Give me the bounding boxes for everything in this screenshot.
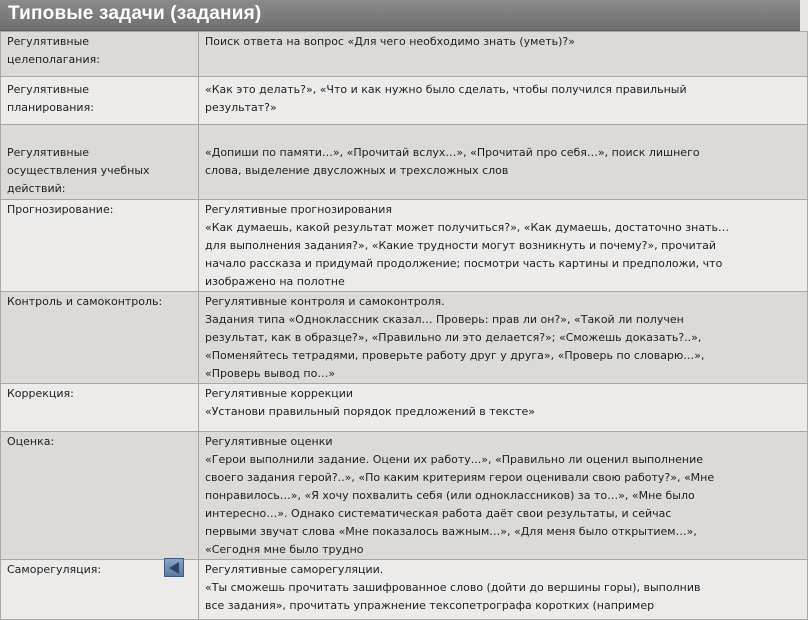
row-content-line: интересно…». Однако систематическая работа даёт свои результаты, и сейчас [205,507,672,520]
row-content-cell [199,292,808,384]
row-content-line: Регулятивные прогнозирования [205,203,393,216]
row-label-line: Прогнозирование: [7,203,114,216]
table-row [1,125,808,200]
row-label-cell [1,292,199,384]
row-content-line: Регулятивные коррекции [205,387,354,400]
table-row [1,292,808,384]
row-content-line: «Поменяйтесь тетрадями, проверьте работу друг у друга», «Проверь по словарю…», [205,349,705,362]
back-triangle-icon[interactable] [164,558,184,577]
table-row [1,77,808,125]
row-content-cell [199,384,808,432]
row-content-line: Регулятивные оценки [205,435,333,448]
row-label-line: осуществления учебных [7,164,150,177]
table-row [1,32,808,77]
slide-title: Типовые задачи (задания) [8,3,262,24]
row-label-cell [1,125,199,200]
table-row [1,200,808,292]
row-content-line: понравилось…», «Я хочу похвалить себя (или одноклассников) за то…», «Мне было [205,489,695,502]
row-label-line: Оценка: [7,435,55,448]
row-content-line: слова, выделение двусложных и трехсложных слов [205,164,509,177]
row-content-line: результат?» [205,101,277,114]
row-content-line: «Ты сможешь прочитать зашифрованное слово (дойти до вершины горы), выполнив [205,581,701,594]
row-content-line: «Установи правильный порядок предложений в тексте» [205,405,535,418]
row-label-line: планирования: [7,101,94,114]
row-content-line: своего задания герой?..», «По каким критериям герои оценивали свою работу?», «Мне [205,471,715,484]
row-content-line: изображено на полотне [205,275,345,288]
row-content-line: Поиск ответа на вопрос «Для чего необходимо знать (уметь)?» [205,35,575,48]
row-content-line: Регулятивные контроля и самоконтроля. [205,295,445,308]
table-row [1,560,808,620]
row-label-line: Регулятивные [7,83,90,96]
row-content-line: «Проверь вывод по…» [205,367,336,380]
row-label-line: целеполагания: [7,53,100,66]
row-content-line: для выполнения задания?», «Какие трудности могут возникнуть и почему?», прочитай [205,239,717,252]
row-content-cell [199,560,808,620]
row-content-line: первыми звучат слова «Мне показалось важным…», «Для меня было открытием…», [205,525,697,538]
table-row [1,384,808,432]
tasks-table [0,31,808,620]
row-content-cell [199,200,808,292]
row-label-cell [1,384,199,432]
row-content-line: «Допиши по памяти…», «Прочитай вслух…», «Прочитай про себя…», поиск лишнего [205,146,700,159]
row-content-cell [199,32,808,77]
row-content-line: «Как это делать?», «Что и как нужно было сделать, чтобы получился правильный [205,83,687,96]
row-content-line: «Как думаешь, какой результат может получиться?», «Как думаешь, достаточно знать… [205,221,729,234]
row-label-line: Регулятивные [7,146,90,159]
row-label-cell [1,77,199,125]
row-label-cell [1,32,199,77]
row-content-line: начало рассказа и придумай продолжение; посмотри часть картины и предположи, что [205,257,723,270]
row-content-line: Регулятивные саморегуляции. [205,563,384,576]
title-bar [0,0,800,31]
row-content-line: «Сегодня мне было трудно [205,543,364,556]
row-content-cell [199,432,808,560]
row-label-line: действий: [7,182,66,195]
row-content-cell [199,125,808,200]
table-row [1,432,808,560]
row-label-line: Контроль и самоконтроль: [7,295,163,308]
row-label-cell [1,200,199,292]
row-content-line: «Герои выполнили задание. Оцени их работу...», «Правильно ли оценил выполнение [205,453,704,466]
row-content-line: результат, как в образце?», «Правильно ли это делается?»; «Сможешь доказать?..», [205,331,702,344]
row-content-line: все задания», прочитать упражнение тексопетрографа коротких (например [205,599,655,612]
row-content-cell [199,77,808,125]
row-label-line: Регулятивные [7,35,90,48]
row-label-cell [1,432,199,560]
row-label-line: Коррекция: [7,387,74,400]
row-content-line: Задания типа «Одноклассник сказал… Проверь: прав ли он?», «Такой ли получен [205,313,684,326]
row-label-line: Саморегуляция: [7,563,102,576]
